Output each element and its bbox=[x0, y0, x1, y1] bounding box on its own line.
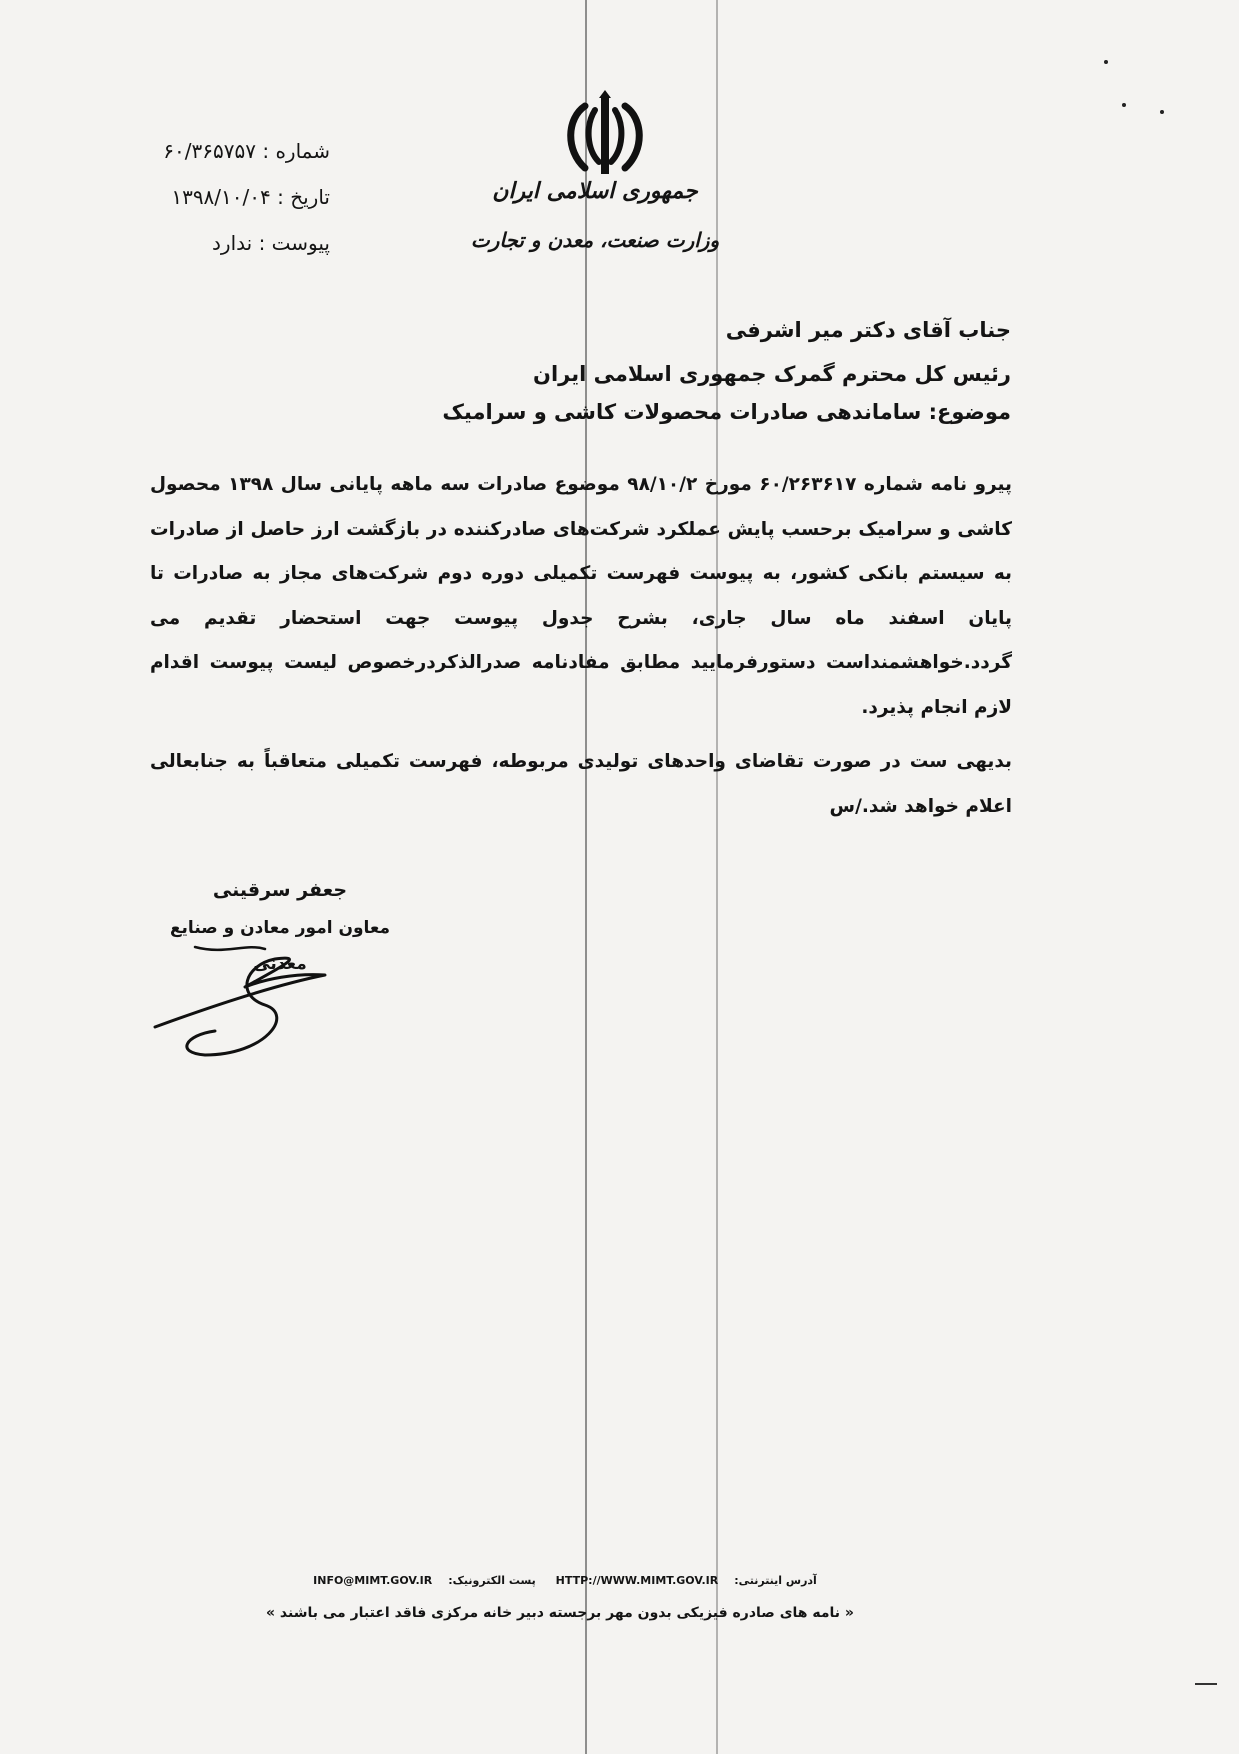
ministry-name: وزارت صنعت، معدن و تجارت bbox=[470, 228, 720, 252]
letter-number-value: ۶۰/۳۶۵۷۵۷ bbox=[163, 139, 256, 163]
scan-fold-line bbox=[585, 0, 587, 1754]
scan-speck bbox=[1122, 103, 1126, 107]
letter-date-value: ۱۳۹۸/۱۰/۰۴ bbox=[171, 185, 271, 209]
scan-speck bbox=[1104, 60, 1108, 64]
letter-number-row bbox=[90, 128, 330, 174]
recipient-name: جناب آقای دکتر میر اشرفی bbox=[725, 318, 1011, 342]
email-label: پست الکترونیک: bbox=[448, 1574, 536, 1587]
website-link[interactable]: HTTP://WWW.MIMT.GOV.IR bbox=[555, 1574, 719, 1587]
letter-date-row bbox=[90, 174, 330, 220]
scan-mark bbox=[1195, 1683, 1217, 1685]
letter-subject: موضوع: ساماندهی صادرات محصولات کاشی و سرامیک bbox=[442, 400, 1011, 424]
footer-contact bbox=[300, 1574, 830, 1587]
signer-name: جعفر سرقینی bbox=[212, 879, 348, 901]
email-link[interactable]: INFO@MIMT.GOV.IR bbox=[313, 1574, 433, 1587]
scan-speck bbox=[1160, 110, 1164, 114]
body-paragraph: بدیهی ست در صورت تقاضای واحدهای تولیدی مربوطه، فهرست تکمیلی متعاقباً به جنابعالی اعلام خواهد شد./س bbox=[150, 751, 1012, 817]
footer-notice: « نامه های صادره فیزیکی بدون مهر برجسته دبیر خانه مرکزی فاقد اعتبار می باشند » bbox=[266, 1605, 854, 1621]
letter-body bbox=[150, 463, 1012, 839]
scan-fold-line bbox=[716, 0, 718, 1754]
body-paragraph: پیرو نامه شماره ۶۰/۲۶۳۶۱۷ مورخ ۹۸/۱۰/۲ موضوع صادرات سه ماهه پایانی سال ۱۳۹۸ محصول کاشی و سرامیک برحسب پایش عملکرد شرکت‌های صادرکننده در بازگشت ارز حاصل از صادرات به سیستم بانکی کشور، به پیوست فهرست تکمیلی دوره دوم شرکت‌های مجاز به صادرات تا پایان اسفند ماه سال جاری، بشرح جدول پیوست جهت استحضار تقدیم می گردد.خواهشمنداست دستورفرمایید مطابق مفادنامه صدرالذکردرخصوص لیست پیوست اقدام لازم انجام پذیرد. bbox=[150, 474, 1013, 718]
letter-meta bbox=[90, 128, 330, 266]
website-label: آدرس اینترنتی: bbox=[734, 1574, 817, 1587]
letter-attachment-label: پیوست : bbox=[258, 231, 330, 255]
signer-title: معاون امور معادن و صنایع معدنی bbox=[169, 918, 391, 974]
letter-number-label: شماره : bbox=[262, 139, 330, 163]
letter-attachment-row bbox=[90, 220, 330, 266]
government-name: جمهوری اسلامی ایران bbox=[492, 178, 698, 204]
handwritten-signature-icon bbox=[145, 935, 345, 1070]
recipient-title: رئیس کل محترم گمرک جمهوری اسلامی ایران bbox=[533, 362, 1011, 386]
iran-emblem-icon bbox=[555, 88, 655, 188]
letter-date-label: تاریخ : bbox=[277, 185, 330, 209]
letter-attachment-value: ندارد bbox=[212, 231, 253, 255]
recipient-block bbox=[533, 308, 1011, 396]
